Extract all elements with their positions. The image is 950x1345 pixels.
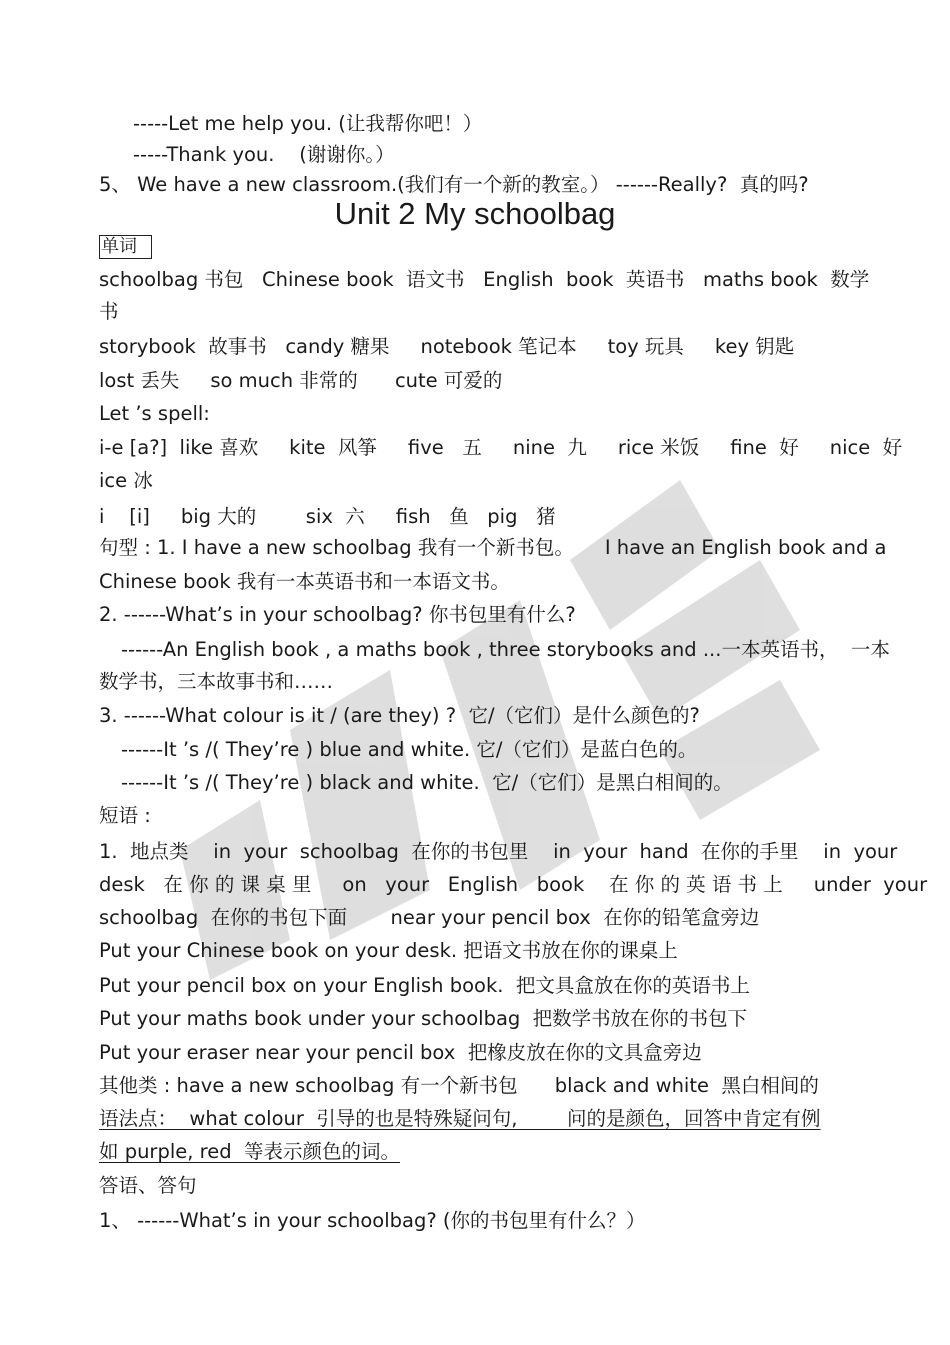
grammar-line: 语法点： what colour 引导的也是特殊疑问句, 问的是颜色，回答中肯定有例 — [99, 1107, 821, 1130]
unit-title: Unit 2 My schoolbag — [334, 196, 616, 231]
dialog-line: -----Thank you. (谢谢你。） — [133, 143, 395, 166]
vocab-line: storybook 故事书 candy 糖果 notebook 笔记本 toy 玩具 key 钥匙 — [99, 335, 795, 358]
phrase-line: Put your maths book under your schoolbag 把数学书放在你的书包下 — [99, 1007, 748, 1030]
spell-heading: Let ’s spell: — [99, 402, 210, 425]
phrase-line: desk 在 你 的 课 桌 里 on your English book 在 你 的 英 语 书 上 under your — [99, 873, 928, 896]
sentence-line: Chinese book 我有一本英语书和一本语文书。 — [99, 570, 510, 593]
sentence-line: ------It ’s /( They’re ) black and white. 它/（它们）是黑白相间的。 — [121, 771, 733, 794]
phrase-line: Put your Chinese book on your desk. 把语文书放在你的课桌上 — [99, 939, 678, 962]
phrase-line: schoolbag 在你的书包下面 near your pencil box 在你的铅笔盒旁边 — [99, 906, 760, 929]
dialog-line: -----Let me help you. (让我帮你吧！） — [133, 112, 483, 135]
phrase-line: Put your eraser near your pencil box 把橡皮放在你的文具盒旁边 — [99, 1041, 702, 1064]
phrase-line: 1. 地点类 in your schoolbag 在你的书包里 in your hand 在你的手里 in your — [99, 840, 898, 863]
vocab-line: i [i] big 大的 six 六 fish 鱼 pig 猪 — [99, 505, 556, 528]
phrase-heading: 短语 : — [99, 804, 151, 827]
dialog-line: 5、 We have a new classroom.(我们有一个新的教室。） ------Really? 真的吗? — [99, 173, 809, 196]
sentence-line: 2. ------What’s in your schoolbag? 你书包里有什么? — [99, 603, 576, 626]
grammar-line: 如 purple, red 等表示颜色的词。 — [99, 1140, 401, 1163]
answer-line: 1、 ------What’s in your schoolbag? (你的书包里有什么？） — [99, 1209, 646, 1232]
vocab-line: i-e [a?] like 喜欢 kite 风筝 five 五 nine 九 rice 米饭 fine 好 nice 好 — [99, 436, 903, 459]
vocab-line: lost 丢失 so much 非常的 cute 可爱的 — [99, 369, 503, 392]
sentence-line: ------It ’s /( They’re ) blue and white. 它/（它们）是蓝白色的。 — [121, 738, 698, 761]
phrase-line: Put your pencil box on your English book. 把文具盒放在你的英语书上 — [99, 974, 750, 997]
sentence-line: 句型 : 1. I have a new schoolbag 我有一个新书包。 I have an English book and a — [99, 536, 887, 559]
sentence-line: 3. ------What colour is it / (are they) ? 它/（它们）是什么颜色的? — [99, 704, 700, 727]
vocab-line: 书 — [99, 300, 119, 323]
vocab-line: ice 冰 — [99, 469, 153, 492]
vocab-line: schoolbag 书包 Chinese book 语文书 English book 英语书 maths book 数学 — [99, 268, 870, 291]
phrase-line: 其他类 : have a new schoolbag 有一个新书包 black and white 黑白相间的 — [99, 1074, 819, 1097]
answers-heading: 答语、答句 — [99, 1174, 197, 1197]
sentence-line: ------An English book , a maths book , three storybooks and ...一本英语书， 一本 — [121, 638, 890, 661]
sentence-line: 数学书，三本故事书和…… — [99, 670, 334, 693]
vocab-label: 单词 — [99, 235, 152, 259]
